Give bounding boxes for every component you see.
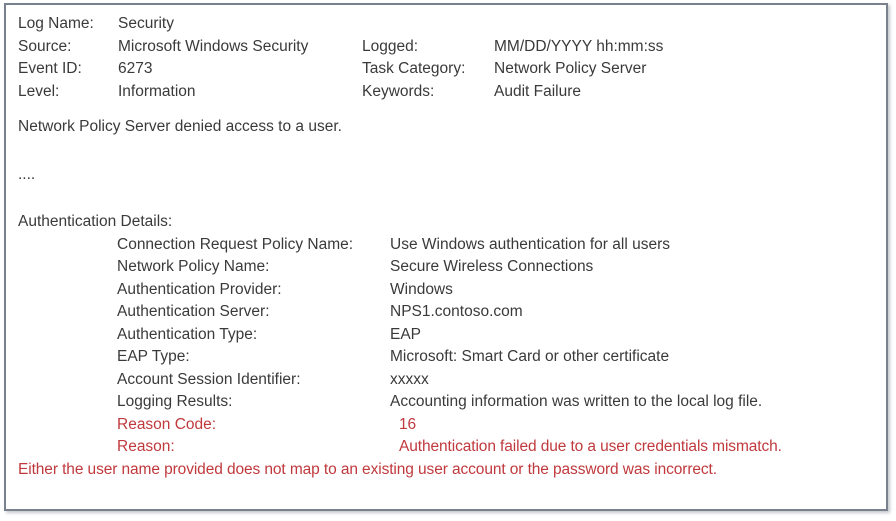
detail-value: Authentication failed due to a user credentials mismatch. (399, 438, 782, 455)
detail-row (117, 256, 874, 279)
detail-value: Microsoft: Smart Card or other certificate (390, 348, 670, 365)
field-value: Security (118, 15, 174, 32)
field-label: Logged: (362, 37, 419, 55)
field-label: Task Category: (362, 60, 466, 77)
detail-value: Windows (390, 280, 453, 298)
detail-row (117, 346, 874, 369)
field-label: Event ID: (18, 60, 82, 77)
field-value: Network Policy Server (494, 60, 647, 77)
detail-label: EAP Type: (117, 348, 190, 365)
field-label: Log Name: (18, 15, 94, 32)
reason-detail-text: Either the user name provided does not map to an existing user account or the password was incorrect. (18, 460, 717, 478)
field-label: Source: (18, 37, 72, 55)
field-value: Information (118, 82, 196, 100)
detail-value: NPS1.contoso.com (390, 303, 523, 320)
field-label (362, 13, 494, 36)
field-value: Microsoft Windows Security (118, 37, 309, 55)
field-value: Audit Failure (494, 82, 582, 100)
detail-label: Authentication Type: (117, 325, 258, 343)
field-value: 6273 (118, 60, 153, 77)
detail-row (117, 391, 874, 414)
event-header (18, 13, 874, 103)
detail-row (117, 369, 874, 392)
detail-label: Connection Request Policy Name: (117, 235, 354, 253)
detail-value: Secure Wireless Connections (390, 258, 594, 275)
detail-row (117, 234, 874, 257)
event-header-row (18, 81, 874, 104)
detail-label: Account Session Identifier: (117, 370, 301, 388)
detail-row (117, 436, 874, 459)
detail-value: Use Windows authentication for all users (390, 235, 670, 253)
truncation-ellipsis: .... (18, 165, 36, 183)
detail-row (117, 414, 874, 437)
authentication-details-list (18, 234, 874, 459)
field-value: MM/DD/YYYY hh:mm:ss (494, 37, 664, 55)
detail-row (117, 324, 874, 347)
event-description: Network Policy Server denied access to a user. (18, 118, 342, 135)
detail-label: Reason Code: (117, 415, 217, 433)
event-header-row (18, 36, 874, 59)
detail-label: Reason: (117, 438, 175, 455)
field-label: Level: (18, 82, 60, 100)
detail-label: Authentication Provider: (117, 280, 282, 298)
detail-value: 16 (399, 415, 417, 433)
detail-label: Authentication Server: (117, 303, 270, 320)
detail-value: xxxxx (390, 370, 429, 388)
detail-value: EAP (390, 325, 422, 343)
detail-row (117, 279, 874, 302)
event-header-row (18, 58, 874, 81)
event-header-row (18, 13, 874, 36)
detail-value: Accounting information was written to the local log file. (390, 393, 763, 410)
field-label: Keywords: (362, 82, 435, 100)
field-value (494, 13, 874, 36)
authentication-details-title: Authentication Details: (18, 213, 173, 230)
detail-label: Logging Results: (117, 393, 233, 410)
detail-label: Network Policy Name: (117, 258, 270, 275)
detail-row (117, 301, 874, 324)
event-record-panel (4, 3, 888, 511)
